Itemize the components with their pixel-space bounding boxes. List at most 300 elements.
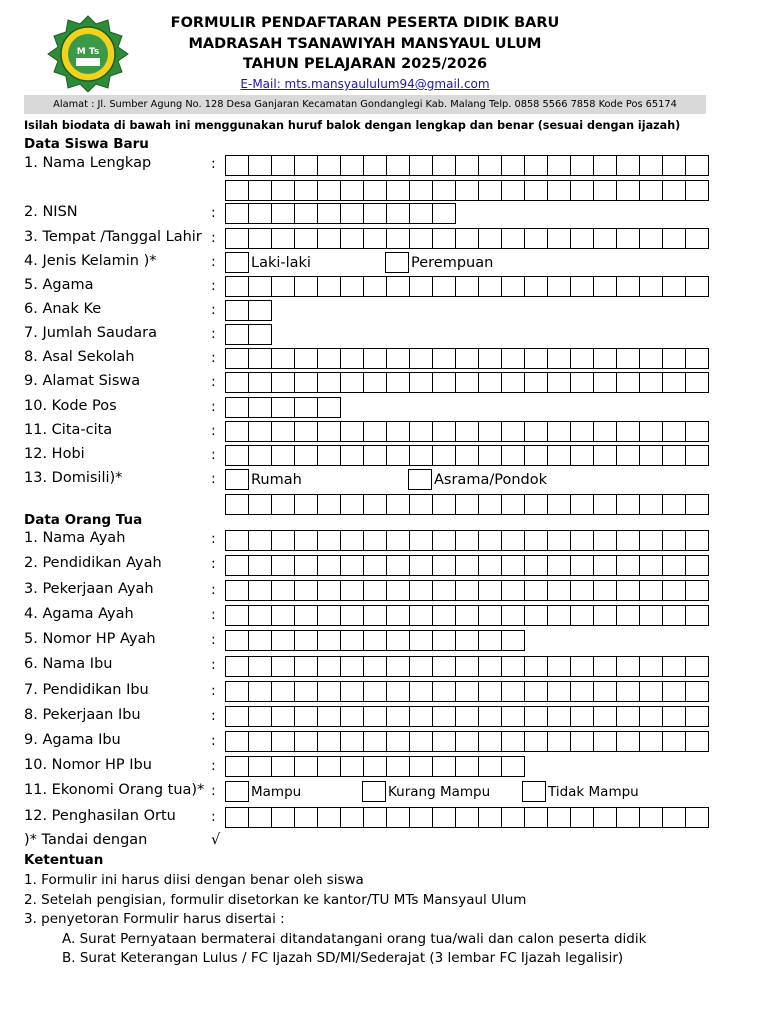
char-box[interactable] (570, 228, 594, 249)
char-box[interactable] (225, 494, 249, 515)
char-box[interactable] (478, 180, 502, 201)
char-box[interactable] (386, 580, 410, 601)
char-box[interactable] (248, 530, 272, 551)
char-box[interactable] (271, 276, 295, 297)
char-box[interactable] (662, 421, 686, 442)
input-agama-ayah[interactable] (225, 605, 708, 626)
char-box[interactable] (363, 731, 387, 752)
char-box[interactable] (639, 155, 663, 176)
char-box[interactable] (363, 656, 387, 677)
char-box[interactable] (570, 276, 594, 297)
char-box[interactable] (662, 228, 686, 249)
option-tidak-mampu[interactable] (522, 781, 639, 802)
char-box[interactable] (570, 372, 594, 393)
char-box[interactable] (340, 656, 364, 677)
char-box[interactable] (547, 348, 571, 369)
char-box[interactable] (616, 681, 640, 702)
char-box[interactable] (455, 372, 479, 393)
char-box[interactable] (478, 706, 502, 727)
char-box[interactable] (547, 605, 571, 626)
char-box[interactable] (386, 630, 410, 651)
char-box[interactable] (340, 681, 364, 702)
char-box[interactable] (248, 203, 272, 224)
char-box[interactable] (363, 445, 387, 466)
char-box[interactable] (662, 180, 686, 201)
char-box[interactable] (248, 630, 272, 651)
char-box[interactable] (547, 445, 571, 466)
char-box[interactable] (547, 228, 571, 249)
char-box[interactable] (662, 372, 686, 393)
char-box[interactable] (639, 228, 663, 249)
char-box[interactable] (317, 421, 341, 442)
char-box[interactable] (616, 580, 640, 601)
char-box[interactable] (225, 630, 249, 651)
char-box[interactable] (248, 731, 272, 752)
char-box[interactable] (271, 494, 295, 515)
char-box[interactable] (547, 807, 571, 828)
char-box[interactable] (225, 155, 249, 176)
char-box[interactable] (570, 807, 594, 828)
char-box[interactable] (294, 605, 318, 626)
char-box[interactable] (685, 348, 709, 369)
char-box[interactable] (317, 681, 341, 702)
char-box[interactable] (478, 630, 502, 651)
char-box[interactable] (386, 605, 410, 626)
char-box[interactable] (593, 530, 617, 551)
char-box[interactable] (317, 494, 341, 515)
char-box[interactable] (363, 605, 387, 626)
char-box[interactable] (294, 348, 318, 369)
char-box[interactable] (363, 630, 387, 651)
char-box[interactable] (593, 706, 617, 727)
char-box[interactable] (271, 605, 295, 626)
char-box[interactable] (386, 731, 410, 752)
char-box[interactable] (409, 681, 433, 702)
char-box[interactable] (432, 348, 456, 369)
char-box[interactable] (271, 372, 295, 393)
char-box[interactable] (639, 706, 663, 727)
char-box[interactable] (409, 580, 433, 601)
char-box[interactable] (317, 180, 341, 201)
char-box[interactable] (593, 445, 617, 466)
char-box[interactable] (248, 397, 272, 418)
char-box[interactable] (524, 348, 548, 369)
char-box[interactable] (340, 555, 364, 576)
char-box[interactable] (524, 706, 548, 727)
char-box[interactable] (639, 731, 663, 752)
char-box[interactable] (639, 445, 663, 466)
char-box[interactable] (248, 555, 272, 576)
char-box[interactable] (432, 180, 456, 201)
char-box[interactable] (409, 203, 433, 224)
char-box[interactable] (478, 580, 502, 601)
char-box[interactable] (432, 203, 456, 224)
char-box[interactable] (685, 228, 709, 249)
char-box[interactable] (455, 348, 479, 369)
char-box[interactable] (662, 555, 686, 576)
char-box[interactable] (271, 731, 295, 752)
input-nama-2[interactable] (225, 180, 708, 201)
char-box[interactable] (639, 656, 663, 677)
char-box[interactable] (685, 807, 709, 828)
char-box[interactable] (455, 656, 479, 677)
char-box[interactable] (409, 756, 433, 777)
char-box[interactable] (616, 494, 640, 515)
option-asrama-pondok[interactable] (408, 469, 547, 490)
char-box[interactable] (386, 276, 410, 297)
char-box[interactable] (478, 276, 502, 297)
char-box[interactable] (386, 372, 410, 393)
char-box[interactable] (294, 706, 318, 727)
char-box[interactable] (386, 445, 410, 466)
char-box[interactable] (455, 681, 479, 702)
char-box[interactable] (432, 494, 456, 515)
char-box[interactable] (386, 203, 410, 224)
checkbox[interactable] (385, 252, 409, 273)
char-box[interactable] (593, 421, 617, 442)
char-box[interactable] (409, 555, 433, 576)
char-box[interactable] (547, 421, 571, 442)
char-box[interactable] (271, 807, 295, 828)
char-box[interactable] (271, 756, 295, 777)
char-box[interactable] (639, 348, 663, 369)
input-agama-ibu[interactable] (225, 731, 708, 752)
char-box[interactable] (294, 530, 318, 551)
char-box[interactable] (294, 372, 318, 393)
input-cita-cita[interactable] (225, 421, 708, 442)
char-box[interactable] (248, 276, 272, 297)
char-box[interactable] (317, 706, 341, 727)
char-box[interactable] (639, 605, 663, 626)
char-box[interactable] (570, 656, 594, 677)
char-box[interactable] (547, 155, 571, 176)
char-box[interactable] (248, 300, 272, 321)
char-box[interactable] (363, 530, 387, 551)
char-box[interactable] (524, 228, 548, 249)
char-box[interactable] (593, 228, 617, 249)
char-box[interactable] (248, 180, 272, 201)
char-box[interactable] (524, 580, 548, 601)
char-box[interactable] (248, 756, 272, 777)
char-box[interactable] (685, 180, 709, 201)
char-box[interactable] (524, 807, 548, 828)
char-box[interactable] (386, 180, 410, 201)
char-box[interactable] (662, 348, 686, 369)
char-box[interactable] (340, 421, 364, 442)
char-box[interactable] (294, 203, 318, 224)
char-box[interactable] (317, 580, 341, 601)
char-box[interactable] (570, 530, 594, 551)
char-box[interactable] (616, 731, 640, 752)
char-box[interactable] (432, 807, 456, 828)
char-box[interactable] (317, 276, 341, 297)
char-box[interactable] (271, 555, 295, 576)
char-box[interactable] (386, 494, 410, 515)
char-box[interactable] (294, 397, 318, 418)
char-box[interactable] (248, 372, 272, 393)
char-box[interactable] (432, 681, 456, 702)
input-penghasilan[interactable] (225, 807, 708, 828)
char-box[interactable] (593, 656, 617, 677)
char-box[interactable] (317, 731, 341, 752)
char-box[interactable] (570, 681, 594, 702)
char-box[interactable] (478, 155, 502, 176)
char-box[interactable] (685, 494, 709, 515)
checkbox[interactable] (225, 781, 249, 802)
input-nama-1[interactable] (225, 155, 708, 176)
char-box[interactable] (501, 372, 525, 393)
input-jumlah-saudara[interactable] (225, 324, 271, 345)
char-box[interactable] (524, 494, 548, 515)
char-box[interactable] (225, 421, 249, 442)
char-box[interactable] (662, 706, 686, 727)
char-box[interactable] (409, 348, 433, 369)
char-box[interactable] (478, 494, 502, 515)
char-box[interactable] (455, 706, 479, 727)
char-box[interactable] (271, 180, 295, 201)
char-box[interactable] (501, 756, 525, 777)
char-box[interactable] (340, 530, 364, 551)
input-hobi[interactable] (225, 445, 708, 466)
char-box[interactable] (547, 681, 571, 702)
char-box[interactable] (340, 494, 364, 515)
char-box[interactable] (501, 348, 525, 369)
input-nisn[interactable] (225, 203, 455, 224)
option-kurang-mampu[interactable] (362, 781, 490, 802)
char-box[interactable] (294, 180, 318, 201)
char-box[interactable] (409, 228, 433, 249)
char-box[interactable] (455, 555, 479, 576)
char-box[interactable] (570, 605, 594, 626)
char-box[interactable] (524, 681, 548, 702)
char-box[interactable] (570, 555, 594, 576)
char-box[interactable] (409, 494, 433, 515)
char-box[interactable] (340, 203, 364, 224)
char-box[interactable] (317, 155, 341, 176)
char-box[interactable] (225, 348, 249, 369)
char-box[interactable] (501, 530, 525, 551)
char-box[interactable] (524, 656, 548, 677)
char-box[interactable] (225, 681, 249, 702)
char-box[interactable] (271, 681, 295, 702)
char-box[interactable] (662, 494, 686, 515)
char-box[interactable] (662, 445, 686, 466)
char-box[interactable] (409, 656, 433, 677)
char-box[interactable] (570, 494, 594, 515)
char-box[interactable] (409, 276, 433, 297)
char-box[interactable] (248, 681, 272, 702)
char-box[interactable] (662, 580, 686, 601)
char-box[interactable] (340, 372, 364, 393)
char-box[interactable] (294, 276, 318, 297)
char-box[interactable] (662, 530, 686, 551)
char-box[interactable] (478, 731, 502, 752)
checkbox[interactable] (362, 781, 386, 802)
char-box[interactable] (248, 324, 272, 345)
char-box[interactable] (363, 180, 387, 201)
char-box[interactable] (340, 630, 364, 651)
char-box[interactable] (501, 228, 525, 249)
char-box[interactable] (616, 348, 640, 369)
char-box[interactable] (340, 228, 364, 249)
char-box[interactable] (547, 372, 571, 393)
char-box[interactable] (455, 494, 479, 515)
char-box[interactable] (340, 731, 364, 752)
char-box[interactable] (409, 445, 433, 466)
char-box[interactable] (501, 555, 525, 576)
char-box[interactable] (317, 203, 341, 224)
char-box[interactable] (432, 656, 456, 677)
input-kode-pos[interactable] (225, 397, 340, 418)
char-box[interactable] (294, 580, 318, 601)
input-pekerjaan-ayah[interactable] (225, 580, 708, 601)
char-box[interactable] (294, 421, 318, 442)
char-box[interactable] (271, 203, 295, 224)
char-box[interactable] (662, 731, 686, 752)
char-box[interactable] (501, 421, 525, 442)
char-box[interactable] (248, 580, 272, 601)
char-box[interactable] (409, 180, 433, 201)
char-box[interactable] (593, 555, 617, 576)
char-box[interactable] (363, 155, 387, 176)
char-box[interactable] (317, 348, 341, 369)
char-box[interactable] (271, 656, 295, 677)
option-laki-laki[interactable] (225, 252, 311, 273)
char-box[interactable] (593, 580, 617, 601)
input-pekerjaan-ibu[interactable] (225, 706, 708, 727)
option-perempuan[interactable] (385, 252, 493, 273)
char-box[interactable] (432, 421, 456, 442)
char-box[interactable] (616, 706, 640, 727)
char-box[interactable] (593, 731, 617, 752)
char-box[interactable] (317, 228, 341, 249)
char-box[interactable] (593, 681, 617, 702)
char-box[interactable] (639, 530, 663, 551)
char-box[interactable] (363, 276, 387, 297)
char-box[interactable] (616, 530, 640, 551)
char-box[interactable] (409, 155, 433, 176)
char-box[interactable] (317, 630, 341, 651)
char-box[interactable] (478, 445, 502, 466)
char-box[interactable] (271, 228, 295, 249)
char-box[interactable] (616, 228, 640, 249)
input-hp-ayah[interactable] (225, 630, 524, 651)
char-box[interactable] (432, 276, 456, 297)
char-box[interactable] (616, 555, 640, 576)
char-box[interactable] (432, 228, 456, 249)
char-box[interactable] (363, 348, 387, 369)
char-box[interactable] (225, 324, 249, 345)
char-box[interactable] (685, 276, 709, 297)
char-box[interactable] (570, 731, 594, 752)
char-box[interactable] (294, 681, 318, 702)
input-nama-ayah[interactable] (225, 530, 708, 551)
char-box[interactable] (432, 580, 456, 601)
char-box[interactable] (478, 372, 502, 393)
char-box[interactable] (294, 656, 318, 677)
char-box[interactable] (501, 155, 525, 176)
input-asal-sekolah[interactable] (225, 348, 708, 369)
char-box[interactable] (685, 605, 709, 626)
char-box[interactable] (363, 756, 387, 777)
char-box[interactable] (478, 348, 502, 369)
checkbox[interactable] (522, 781, 546, 802)
char-box[interactable] (317, 397, 341, 418)
char-box[interactable] (524, 421, 548, 442)
char-box[interactable] (455, 421, 479, 442)
char-box[interactable] (248, 706, 272, 727)
char-box[interactable] (340, 180, 364, 201)
char-box[interactable] (225, 605, 249, 626)
char-box[interactable] (685, 580, 709, 601)
char-box[interactable] (409, 605, 433, 626)
char-box[interactable] (570, 421, 594, 442)
char-box[interactable] (616, 180, 640, 201)
char-box[interactable] (432, 756, 456, 777)
char-box[interactable] (639, 807, 663, 828)
char-box[interactable] (363, 807, 387, 828)
char-box[interactable] (593, 348, 617, 369)
option-mampu[interactable] (225, 781, 301, 802)
char-box[interactable] (317, 445, 341, 466)
char-box[interactable] (409, 530, 433, 551)
char-box[interactable] (409, 630, 433, 651)
char-box[interactable] (455, 756, 479, 777)
char-box[interactable] (225, 203, 249, 224)
char-box[interactable] (616, 421, 640, 442)
char-box[interactable] (593, 180, 617, 201)
char-box[interactable] (616, 372, 640, 393)
char-box[interactable] (501, 445, 525, 466)
char-box[interactable] (547, 731, 571, 752)
char-box[interactable] (248, 807, 272, 828)
char-box[interactable] (685, 530, 709, 551)
char-box[interactable] (363, 494, 387, 515)
char-box[interactable] (685, 372, 709, 393)
char-box[interactable] (593, 276, 617, 297)
char-box[interactable] (501, 276, 525, 297)
char-box[interactable] (570, 706, 594, 727)
char-box[interactable] (340, 155, 364, 176)
char-box[interactable] (593, 494, 617, 515)
char-box[interactable] (432, 706, 456, 727)
char-box[interactable] (455, 807, 479, 828)
char-box[interactable] (662, 656, 686, 677)
char-box[interactable] (225, 372, 249, 393)
char-box[interactable] (432, 555, 456, 576)
char-box[interactable] (524, 445, 548, 466)
char-box[interactable] (478, 681, 502, 702)
char-box[interactable] (294, 731, 318, 752)
char-box[interactable] (455, 228, 479, 249)
char-box[interactable] (455, 530, 479, 551)
char-box[interactable] (455, 580, 479, 601)
char-box[interactable] (616, 656, 640, 677)
char-box[interactable] (593, 155, 617, 176)
input-hp-ibu[interactable] (225, 756, 524, 777)
char-box[interactable] (363, 203, 387, 224)
char-box[interactable] (524, 180, 548, 201)
char-box[interactable] (386, 421, 410, 442)
char-box[interactable] (685, 731, 709, 752)
char-box[interactable] (524, 372, 548, 393)
char-box[interactable] (478, 228, 502, 249)
char-box[interactable] (294, 494, 318, 515)
char-box[interactable] (685, 555, 709, 576)
char-box[interactable] (386, 348, 410, 369)
char-box[interactable] (570, 580, 594, 601)
char-box[interactable] (340, 605, 364, 626)
